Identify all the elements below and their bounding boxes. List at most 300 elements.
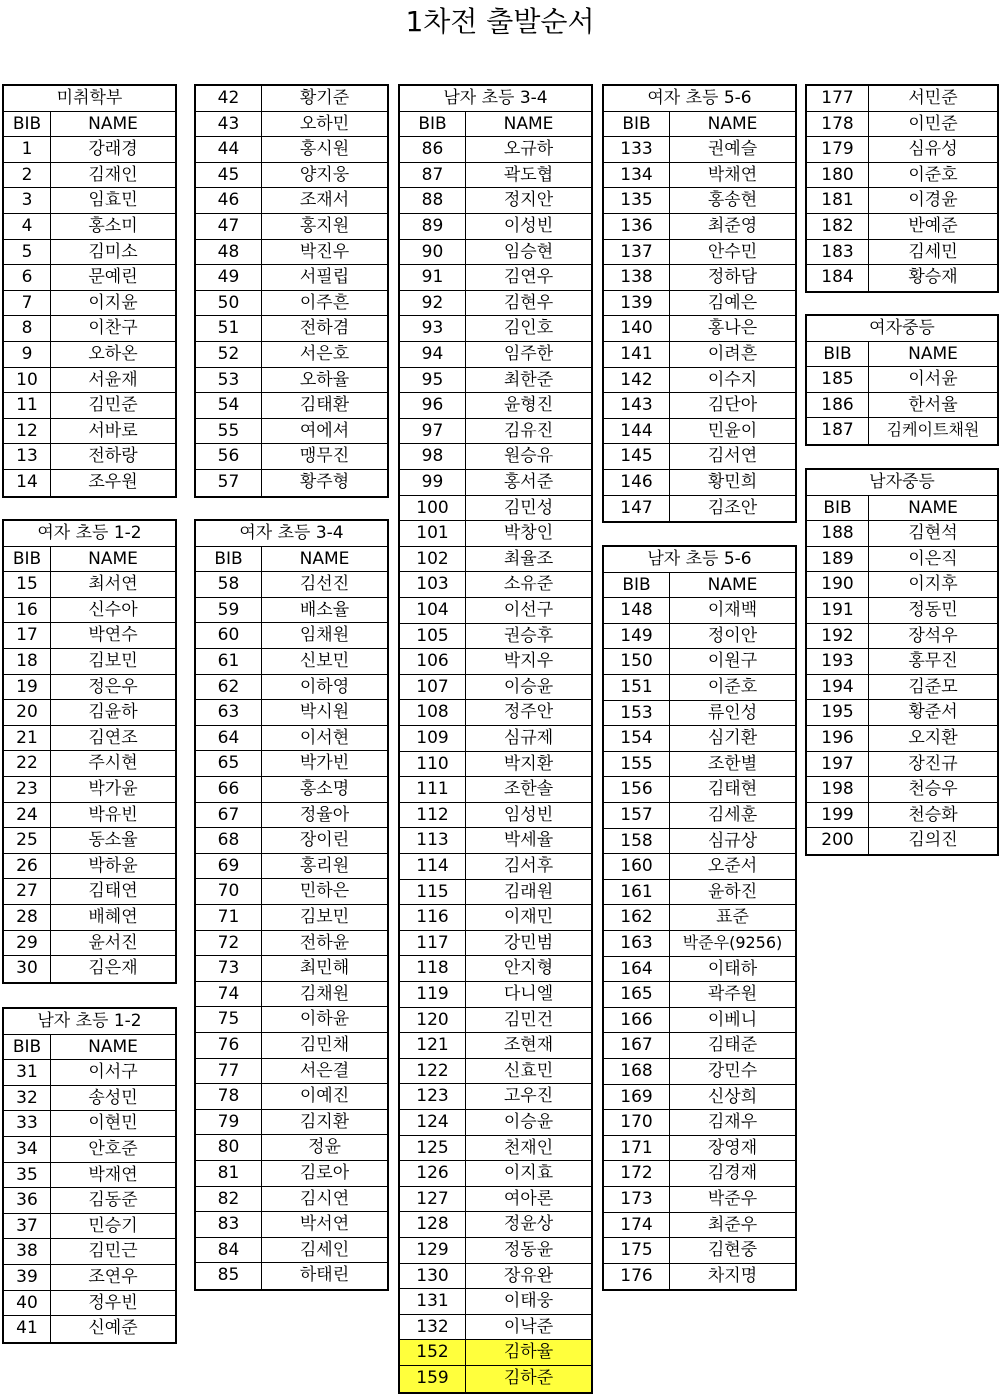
entry-row	[4, 803, 175, 829]
entry-row	[604, 957, 795, 983]
entry-row	[4, 598, 175, 624]
entry-row	[196, 1135, 387, 1161]
name-cell: 김세인	[299, 1239, 350, 1260]
name-cell: 강래경	[88, 139, 138, 160]
bib-cell: 191	[807, 598, 869, 623]
entry-row	[807, 700, 997, 726]
name-cell: 최한준	[503, 369, 554, 390]
entry-row	[400, 1059, 591, 1085]
roster-block-b9	[805, 84, 999, 293]
name-cell: 이지효	[503, 1163, 554, 1184]
entry-row	[196, 368, 387, 394]
bib-cell: 182	[807, 214, 869, 239]
entry-row	[604, 1161, 795, 1187]
category-label: 여자 초등 5-6	[647, 88, 752, 108]
entry-row	[400, 931, 591, 957]
bib-cell: 159	[400, 1366, 466, 1392]
name-cell: 오하율	[299, 369, 350, 390]
entry-row	[400, 419, 591, 445]
entry-row	[196, 982, 387, 1008]
bib-cell: 58	[196, 572, 262, 597]
entry-row	[4, 956, 175, 982]
bib-cell: 157	[604, 803, 670, 828]
bib-cell: 109	[400, 726, 466, 751]
entry-row	[4, 1316, 175, 1342]
name-cell: 전하겸	[299, 318, 350, 339]
entry-row	[604, 1059, 795, 1085]
entry-row	[400, 1084, 591, 1110]
bib-cell: 152	[400, 1340, 466, 1365]
entry-row	[807, 547, 997, 573]
name-cell: 김하준	[503, 1368, 554, 1388]
bib-cell: 33	[4, 1111, 51, 1136]
column-header-row	[4, 547, 175, 573]
bib-cell: 8	[4, 316, 51, 341]
entry-row	[400, 342, 591, 368]
bib-cell: 15	[4, 572, 51, 597]
name-cell: 김태준	[707, 1035, 758, 1056]
bib-cell: 148	[604, 598, 670, 623]
name-cell: 강민범	[503, 932, 554, 953]
entry-row	[807, 675, 997, 701]
category-label: 남자 초등 3-4	[443, 88, 548, 108]
name-cell: 임효민	[88, 190, 138, 211]
name-cell: 정은우	[88, 676, 138, 697]
bib-cell: 56	[196, 444, 262, 469]
entry-row	[196, 803, 387, 829]
name-cell: 임채원	[299, 625, 350, 646]
category-label: 여자중등	[869, 318, 935, 338]
entry-row	[196, 726, 387, 752]
bib-cell: 11	[4, 393, 51, 418]
entry-row	[4, 931, 175, 957]
entry-row	[807, 624, 997, 650]
name-cell: 강민수	[707, 1061, 758, 1081]
bib-cell: 76	[196, 1033, 262, 1058]
bib-cell: 105	[400, 624, 466, 649]
entry-row	[604, 880, 795, 906]
bib-cell: 102	[400, 547, 466, 572]
bib-cell: 23	[4, 777, 51, 802]
entry-row	[400, 316, 591, 342]
name-cell: 박채연	[707, 164, 758, 185]
entry-row	[604, 1264, 795, 1290]
name-cell: 천재인	[503, 1137, 554, 1158]
bib-cell: 42	[196, 86, 262, 111]
bib-cell: 124	[400, 1110, 466, 1135]
name-cell: 박재연	[88, 1164, 138, 1185]
name-cell: 김로아	[299, 1163, 350, 1183]
name-cell: 박세율	[503, 830, 554, 851]
name-cell: 임승현	[503, 241, 554, 262]
bib-cell: 178	[807, 112, 869, 137]
name-cell: 정지안	[503, 190, 554, 211]
entry-row	[4, 240, 175, 266]
bib-cell: 9	[4, 342, 51, 367]
entry-row	[604, 1110, 795, 1136]
name-cell: 홍나은	[707, 318, 758, 339]
entry-row	[807, 777, 997, 803]
bib-header: BIB	[807, 342, 869, 367]
entry-row	[196, 291, 387, 317]
bib-cell: 77	[196, 1059, 262, 1084]
entry-row	[604, 1136, 795, 1162]
entry-row	[604, 342, 795, 368]
name-cell: 이베니	[707, 1009, 758, 1030]
bib-cell: 150	[604, 649, 670, 674]
entry-row	[400, 854, 591, 880]
bib-cell: 185	[807, 367, 869, 392]
entry-row	[4, 342, 175, 368]
entry-row	[196, 137, 387, 163]
entry-row	[400, 291, 591, 317]
name-cell: 황민희	[707, 472, 758, 492]
bib-cell: 161	[604, 880, 670, 905]
name-cell: 원승유	[503, 446, 554, 467]
entry-row	[807, 188, 997, 214]
name-cell: 배혜연	[88, 907, 138, 927]
bib-cell: 199	[807, 803, 869, 828]
name-cell: 전하윤	[299, 932, 350, 953]
category-header	[400, 86, 591, 112]
bib-cell: 172	[604, 1161, 670, 1186]
roster-block-b1	[2, 84, 177, 498]
bib-cell: 32	[4, 1086, 51, 1111]
entry-row	[196, 777, 387, 803]
name-cell: 이태하	[707, 958, 758, 979]
name-cell: 김채원	[299, 983, 350, 1004]
entry-row	[4, 1111, 175, 1137]
entry-row	[400, 1366, 591, 1392]
bib-cell: 143	[604, 393, 670, 418]
bib-cell: 84	[196, 1238, 262, 1263]
entry-row	[4, 700, 175, 726]
column-header-row	[807, 342, 997, 368]
entry-row	[196, 598, 387, 624]
name-cell: 황승재	[908, 267, 958, 288]
bib-cell: 6	[4, 265, 51, 290]
bib-cell: 91	[400, 265, 466, 290]
name-cell: 이낙준	[503, 1316, 554, 1337]
name-cell: 박유빈	[88, 804, 138, 825]
roster-block-b8	[602, 545, 797, 1291]
entry-row	[807, 137, 997, 163]
entry-row	[400, 982, 591, 1008]
name-cell: 김인호	[503, 318, 554, 339]
entry-row	[807, 86, 997, 112]
name-cell: 김선진	[299, 574, 350, 595]
name-cell: 박가빈	[299, 753, 350, 774]
bib-cell: 38	[4, 1239, 51, 1264]
entry-row	[807, 803, 997, 829]
category-header	[807, 316, 997, 342]
name-cell: 이하영	[299, 676, 350, 697]
entry-row	[604, 726, 795, 752]
name-cell: 이준호	[908, 164, 958, 185]
roster-block-b11	[805, 468, 999, 856]
bib-header: BIB	[4, 1035, 51, 1060]
name-header: NAME	[707, 113, 758, 134]
name-cell: 신수아	[88, 599, 138, 620]
roster-block-b3	[2, 1007, 177, 1344]
name-cell: 김의진	[908, 830, 958, 851]
bib-cell: 16	[4, 598, 51, 623]
entry-row	[196, 1110, 387, 1136]
entry-row	[196, 316, 387, 342]
name-cell: 차지명	[707, 1265, 758, 1286]
column-header-row	[196, 547, 387, 573]
name-cell: 동소율	[88, 830, 138, 851]
entry-row	[604, 214, 795, 240]
name-cell: 김윤하	[88, 702, 138, 723]
bib-cell: 117	[400, 931, 466, 956]
entry-row	[4, 751, 175, 777]
name-cell: 장유완	[503, 1265, 554, 1286]
bib-cell: 63	[196, 700, 262, 725]
entry-row	[196, 700, 387, 726]
bib-cell: 50	[196, 291, 262, 316]
bib-cell: 195	[807, 700, 869, 725]
entry-row	[196, 649, 387, 675]
entry-row	[400, 956, 591, 982]
name-cell: 박창인	[503, 523, 554, 544]
name-cell: 박지우	[503, 651, 554, 672]
name-cell: 이예진	[299, 1086, 350, 1107]
name-cell: 맹무진	[299, 446, 350, 467]
bib-cell: 163	[604, 931, 670, 956]
name-cell: 하태린	[299, 1265, 350, 1286]
entry-row	[400, 1110, 591, 1136]
bib-cell: 3	[4, 188, 51, 213]
name-cell: 천승화	[908, 804, 958, 825]
bib-cell: 196	[807, 726, 869, 751]
entry-row	[196, 444, 387, 470]
name-cell: 이하윤	[299, 1009, 350, 1030]
entry-row	[4, 1291, 175, 1317]
bib-cell: 111	[400, 777, 466, 802]
name-cell: 오지환	[908, 728, 958, 748]
bib-cell: 40	[4, 1291, 51, 1316]
name-cell: 신예준	[88, 1318, 138, 1339]
name-cell: 박시원	[299, 702, 350, 723]
name-cell: 한서율	[908, 394, 958, 415]
name-cell: 심유성	[908, 139, 958, 160]
entry-row	[807, 265, 997, 291]
bib-header: BIB	[4, 547, 51, 572]
bib-cell: 62	[196, 675, 262, 700]
bib-header: BIB	[807, 496, 869, 521]
bib-cell: 92	[400, 291, 466, 316]
name-cell: 심규상	[707, 830, 758, 851]
bib-cell: 49	[196, 265, 262, 290]
roster-block-b5	[194, 519, 389, 1291]
entry-row	[196, 393, 387, 419]
bib-cell: 167	[604, 1033, 670, 1058]
name-cell: 이민준	[908, 113, 958, 134]
entry-row	[196, 1263, 387, 1289]
bib-cell: 146	[604, 470, 670, 495]
name-cell: 김시연	[299, 1188, 350, 1209]
name-cell: 이수지	[707, 369, 758, 390]
entry-row	[4, 854, 175, 880]
name-cell: 김보민	[299, 907, 350, 927]
bib-cell: 60	[196, 623, 262, 648]
entry-row	[400, 1238, 591, 1264]
category-label: 여자 초등 1-2	[37, 523, 142, 543]
entry-row	[196, 675, 387, 701]
name-header: NAME	[908, 343, 958, 364]
bib-cell: 135	[604, 188, 670, 213]
bib-cell: 93	[400, 316, 466, 341]
entry-row	[196, 1187, 387, 1213]
bib-cell: 126	[400, 1161, 466, 1186]
bib-cell: 137	[604, 240, 670, 265]
entry-row	[604, 931, 795, 957]
bib-cell: 132	[400, 1315, 466, 1340]
entry-row	[400, 368, 591, 394]
bib-cell: 158	[604, 829, 670, 854]
name-cell: 신보민	[299, 651, 350, 671]
category-label: 남자 초등 1-2	[37, 1011, 142, 1031]
entry-row	[196, 751, 387, 777]
entry-row	[400, 240, 591, 266]
name-cell: 장이린	[299, 830, 350, 851]
bib-cell: 145	[604, 444, 670, 469]
entry-row	[604, 1008, 795, 1034]
bib-cell: 48	[196, 240, 262, 265]
name-cell: 서은호	[299, 344, 350, 364]
entry-row	[807, 649, 997, 675]
bib-cell: 17	[4, 623, 51, 648]
bib-cell: 64	[196, 726, 262, 751]
bib-cell: 28	[4, 905, 51, 930]
name-cell: 천승우	[908, 779, 958, 800]
name-cell: 최준우	[707, 1214, 758, 1235]
bib-cell: 116	[400, 905, 466, 930]
entry-row	[807, 112, 997, 138]
bib-cell: 94	[400, 342, 466, 367]
name-cell: 김동준	[88, 1190, 138, 1211]
bib-cell: 70	[196, 879, 262, 904]
name-cell: 임주한	[503, 344, 554, 364]
name-cell: 박연수	[88, 625, 138, 646]
entry-row	[4, 1060, 175, 1086]
bib-cell: 175	[604, 1238, 670, 1263]
bib-cell: 104	[400, 598, 466, 623]
bib-cell: 69	[196, 854, 262, 879]
bib-cell: 99	[400, 470, 466, 495]
entry-row	[400, 393, 591, 419]
entry-row	[400, 496, 591, 522]
bib-cell: 14	[4, 470, 51, 496]
name-cell: 홍리원	[299, 855, 350, 876]
name-cell: 이지윤	[88, 292, 138, 313]
entry-row	[4, 291, 175, 317]
page-title: 1차전 출발순서	[405, 5, 595, 38]
entry-row	[4, 1265, 175, 1291]
name-cell: 김준모	[908, 676, 958, 697]
bib-cell: 34	[4, 1137, 51, 1162]
name-cell: 이경윤	[908, 190, 958, 211]
entry-row	[604, 1033, 795, 1059]
bib-cell: 100	[400, 496, 466, 521]
bib-cell: 147	[604, 496, 670, 522]
name-cell: 오하민	[299, 113, 350, 134]
bib-cell: 107	[400, 675, 466, 700]
bib-cell: 18	[4, 649, 51, 674]
bib-cell: 186	[807, 393, 869, 418]
bib-cell: 166	[604, 1008, 670, 1033]
name-cell: 조한솔	[503, 779, 554, 800]
entry-row	[400, 1340, 591, 1366]
entry-row	[807, 393, 997, 419]
bib-cell: 35	[4, 1163, 51, 1188]
category-header	[4, 521, 175, 547]
name-cell: 배소율	[299, 599, 350, 620]
bib-cell: 173	[604, 1187, 670, 1212]
entry-row	[196, 854, 387, 880]
entry-row	[400, 137, 591, 163]
bib-cell: 110	[400, 752, 466, 777]
name-cell: 최준영	[707, 216, 758, 236]
bib-cell: 98	[400, 444, 466, 469]
entry-row	[196, 188, 387, 214]
name-cell: 이승윤	[503, 1112, 554, 1132]
roster-block-b6	[398, 84, 593, 1394]
column-header-row	[4, 112, 175, 138]
column-header-row	[604, 112, 795, 138]
entry-row	[196, 112, 387, 138]
name-cell: 권예슬	[707, 139, 758, 160]
bib-cell: 190	[807, 572, 869, 597]
entry-row	[4, 1086, 175, 1112]
entry-row	[604, 291, 795, 317]
name-cell: 김민근	[88, 1241, 138, 1262]
entry-row	[4, 188, 175, 214]
bib-cell: 180	[807, 163, 869, 188]
name-cell: 반예준	[908, 216, 958, 236]
entry-row	[604, 393, 795, 419]
name-cell: 김민건	[503, 1009, 554, 1030]
bib-cell: 67	[196, 803, 262, 828]
name-cell: 이원구	[707, 651, 758, 672]
bib-cell: 181	[807, 188, 869, 213]
bib-cell: 183	[807, 240, 869, 265]
roster-block-b2	[2, 519, 177, 984]
entry-row	[196, 828, 387, 854]
entry-row	[4, 137, 175, 163]
bib-cell: 133	[604, 137, 670, 162]
entry-row	[4, 828, 175, 854]
entry-row	[400, 880, 591, 906]
entry-row	[807, 240, 997, 266]
category-header	[604, 547, 795, 573]
name-cell: 김경재	[707, 1163, 758, 1184]
bib-cell: 168	[604, 1059, 670, 1084]
bib-cell: 119	[400, 982, 466, 1007]
entry-row	[604, 598, 795, 624]
bib-cell: 12	[4, 419, 51, 444]
entry-row	[604, 701, 795, 727]
entry-row	[400, 828, 591, 854]
bib-cell: 197	[807, 752, 869, 777]
bib-cell: 53	[196, 368, 262, 393]
entry-row	[4, 1137, 175, 1163]
roster-block-b4	[194, 84, 389, 498]
entry-row	[4, 419, 175, 445]
name-cell: 이성빈	[503, 216, 554, 236]
bib-cell: 154	[604, 726, 670, 751]
